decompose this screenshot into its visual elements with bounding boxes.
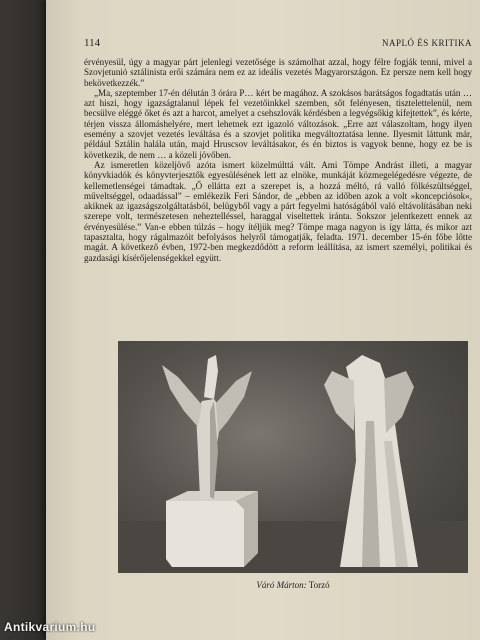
left-figure-wing-left (162, 365, 202, 427)
left-figure-head (204, 355, 218, 399)
sculpture-illustration (118, 341, 468, 573)
paragraph-1: érvényesül, úgy a magyar párt jelenlegi vezetősége is számolhat azzal, hogy félre fogják tenni, mivel a Szovjetunió sztálinista erői számára nem ez az ideális vezetés Magyarországon. Ez persze nem kell hogy bekövetkezzék.” (84, 57, 472, 88)
figure-caption (118, 580, 468, 590)
page-header (84, 37, 472, 51)
caption-title: Torzó (308, 580, 330, 590)
caption-author: Váró Márton: (256, 580, 307, 590)
left-figure-wing-right (216, 371, 252, 433)
sculpture-photo (118, 341, 468, 573)
pedestal-front (166, 501, 244, 567)
paragraph-2: „Ma, szeptember 17-én délután 3 órára P… kért be magához. A szokásos barátságos fogadtatás után … azt hiszi, hogy igazságtalanul lépek fel vezetőinkkel szemben, sőt felényesen, tisztelettelenül, nem becsülve eléggé őket és azt a harcot, amelyet a csehszlovák kérdésben a legvégsőkig kifejtettek”, és kérte, térjen vissza állomáshelyére, mert lehetnek ezt igazoló változások. „Erre azt válaszoltam, hogy ilyen esemény a szovjet vezetés leváltása és a szovjet politika megváltoztatása lenne. Ilyesmit láttunk már, például Sztálin halála után, majd Hruscsov leváltásakor, és én biztos is vagyok benne, hogy ez be is következik, de nem … a közeli jövőben. (84, 87, 472, 160)
right-figure-arm-right (384, 371, 414, 433)
running-head: NAPLÓ ÉS KRITIKA (382, 38, 472, 48)
body-text (84, 57, 472, 263)
page-number: 114 (84, 37, 101, 49)
right-figure-arm-left (324, 371, 354, 431)
watermark-logo: Antikvarium.hu (4, 620, 96, 634)
paragraph-3: Az ismeretlen közeljövő azóta ismert közelmúlttá vált. Ami Tömpe Andrást illeti, a magyar könyvkiadók és könyvterjesztők egyesülésének lett az elnöke, munkáját közmegelégedésre végezte, de kellemetlenségei támadtak. „Ő ellátta ezt a szerepet is, a hozzá méltó, rá valló fölkészültséggel, műveltséggel, odaadással” – emlékezik Feri Sándor, de „ebben az időben azok a volt »koncepciósok«, akiknek az igazságszolgáltatásból, belügyből vagy a párt fegyelmi hatóságából való eltávolításában neki szerepe volt, természetesen neheztelléssel, haraggal viseltettek iránta. Sokszor jelentkezett ennek az érvényesülése.” Van-e ebben túlzás – hogy ítéljük meg? Tömpe maga nagyon is így látta, és mikor azt tapasztalta, hogy rágalmazóit befolyásos helyről támogatják, feladta. 1971. december 15-én főbe lőtte magát. A következő évben, 1972-ben megkezdődött a reform leállítása, az ismert személyi, politikai és gazdasági kísérőjelenségekkel együtt. (84, 159, 472, 263)
